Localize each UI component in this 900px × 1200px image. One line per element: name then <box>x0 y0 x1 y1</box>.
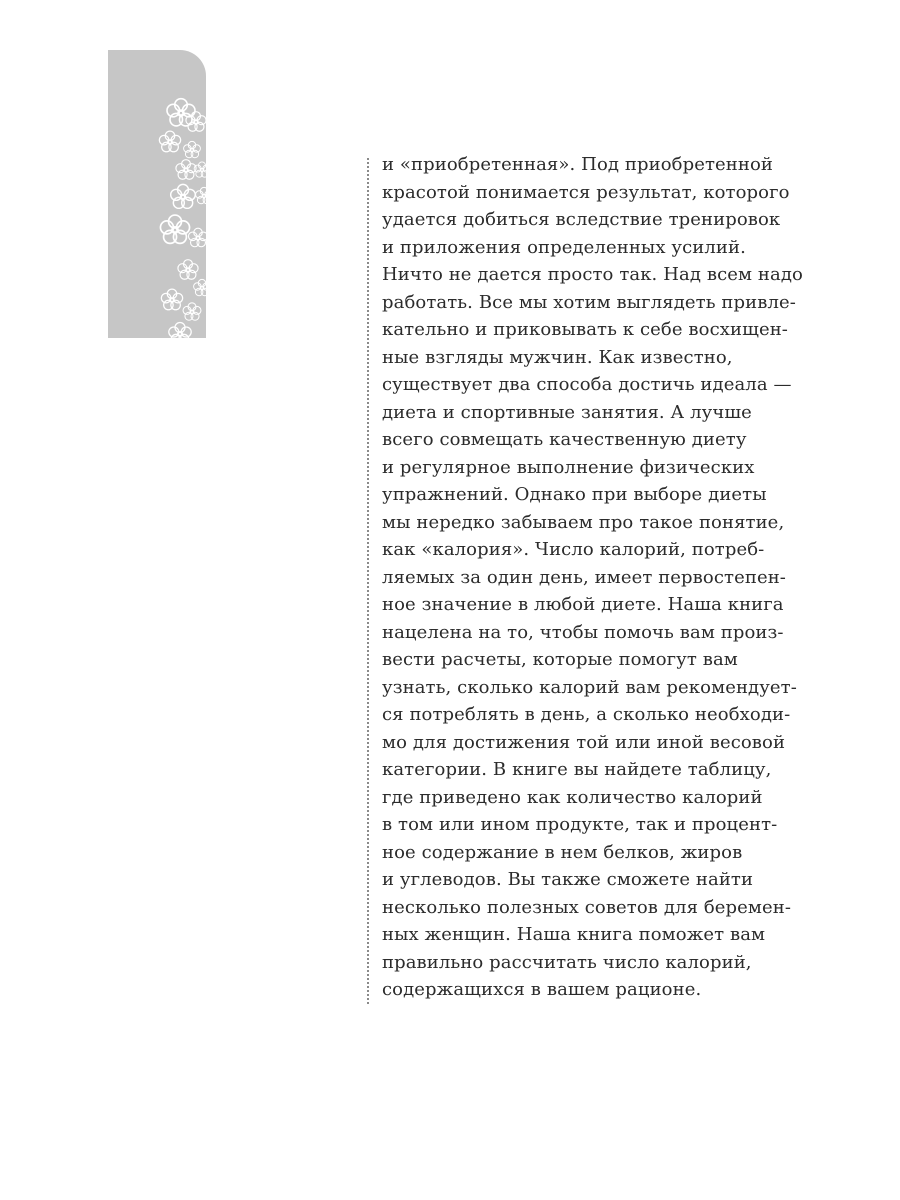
text-line: ляемых за один день, имеет первостепен- <box>382 566 786 588</box>
body-text <box>382 151 802 1004</box>
text-line: категории. В книге вы найдете таблицу, <box>382 759 772 780</box>
text-line: всего совмещать качественную диету <box>382 429 747 450</box>
text-line: вести расчеты, которые помогут вам <box>382 649 738 670</box>
text-line: работать. Все мы хотим выглядеть привле- <box>382 291 796 313</box>
text-line: удается добиться вследствие тренировок <box>382 209 781 230</box>
text-line: и «приобретенная». Под приобретенной <box>382 154 773 175</box>
text-line: мы нередко забываем про такое понятие, <box>382 511 785 533</box>
text-line: где приведено как количество калорий <box>382 786 763 808</box>
flower-pattern <box>108 50 206 350</box>
text-line: Ничто не дается просто так. Над всем надо <box>382 264 803 285</box>
flower-icon <box>194 162 210 177</box>
flower-icon <box>178 260 198 280</box>
flower-icon <box>160 215 189 243</box>
flower-icon <box>171 184 196 208</box>
flower-icon <box>196 187 213 203</box>
text-line: нацелена на то, чтобы помочь вам произ- <box>382 621 784 643</box>
text-line: ное содержание в нем белков, жиров <box>382 841 743 863</box>
text-line: как «калория». Число калорий, потреб- <box>382 539 765 560</box>
flower-icon <box>167 99 195 126</box>
flower-icon <box>194 279 211 295</box>
text-line: содержащихся в вашем рационе. <box>382 979 702 1000</box>
flower-icon <box>161 289 182 310</box>
text-line: узнать, сколько калорий вам рекомендует- <box>382 676 797 698</box>
text-line: ных женщин. Наша книга поможет вам <box>382 924 766 945</box>
flower-icon <box>183 303 201 320</box>
text-line: кательно и приковывать к себе восхищен- <box>382 319 788 340</box>
text-line: и углеводов. Вы также сможете найти <box>382 869 754 890</box>
flower-icon <box>159 131 180 152</box>
text-line: диета и спортивные занятия. А лучше <box>382 401 752 423</box>
text-line: и приложения определенных усилий. <box>382 236 746 258</box>
text-line: правильно рассчитать число калорий, <box>382 951 752 973</box>
flower-icon <box>176 160 196 180</box>
text-line: ся потреблять в день, а сколько необходи- <box>382 704 791 725</box>
text-line: ное значение в любой диете. Наша книга <box>382 594 784 615</box>
flower-icon <box>188 228 207 247</box>
text-line: мо для достижения той или иной весовой <box>382 731 786 753</box>
decorative-side-tab <box>108 50 206 338</box>
text-line: существует два способа достичь идеала — <box>382 374 792 395</box>
text-line: упражнений. Однако при выборе диеты <box>382 484 767 505</box>
text-line: в том или ином продукте, так и процент- <box>382 814 778 835</box>
flower-icon <box>169 323 191 345</box>
text-line: ные взгляды мужчин. Как известно, <box>382 346 733 368</box>
flower-icon <box>184 141 201 157</box>
text-line: и регулярное выполнение физических <box>382 456 755 478</box>
dotted-divider <box>367 158 369 1004</box>
text-line: несколько полезных советов для беремен- <box>382 896 792 918</box>
text-line: красотой понимается результат, которого <box>382 181 790 203</box>
